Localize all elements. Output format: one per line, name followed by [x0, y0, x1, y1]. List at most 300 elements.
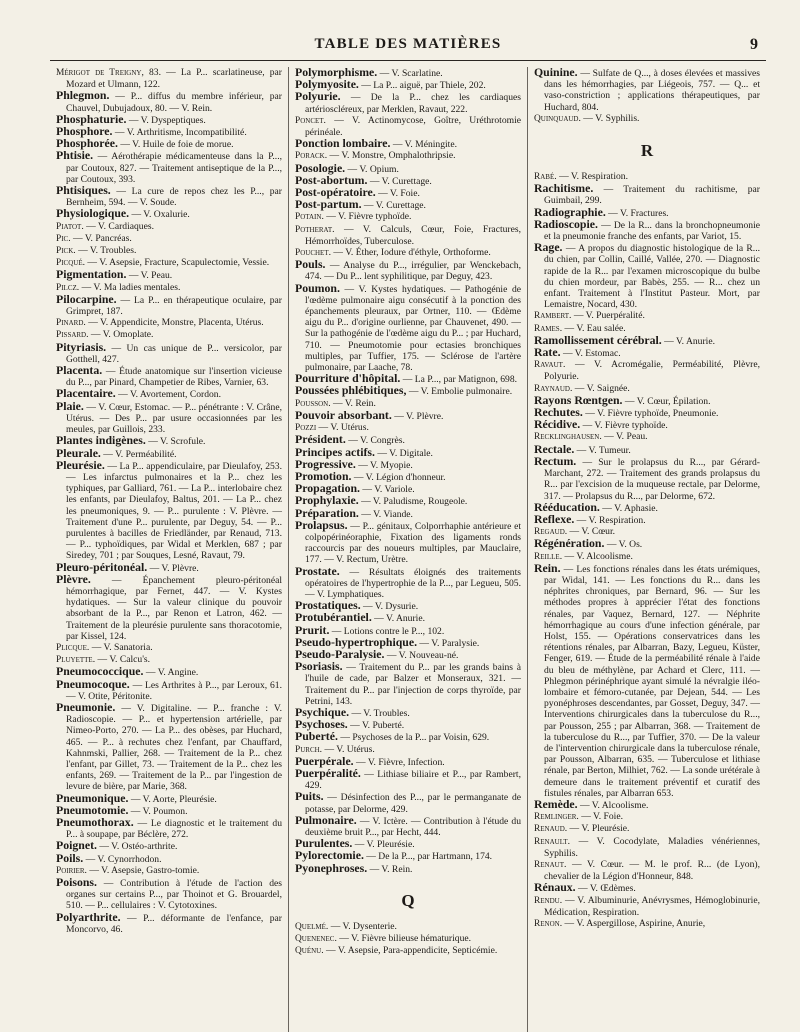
- index-entry: [295, 661, 521, 707]
- index-entry: [295, 563, 521, 601]
- entry-text: — V. Curettage.: [367, 175, 432, 187]
- entry-text: . — V. Calcu's.: [92, 654, 151, 666]
- entry-text: — V. Embolie pulmonaire.: [406, 386, 513, 398]
- running-title: TABLE DES MATIÈRES: [314, 36, 502, 52]
- index-entry: [534, 511, 760, 526]
- entry-text: — Épanchement pleuro-péritonéal hémorrhagique, par Fernet, 447. — V. Kystes hydatiques. — Sur la valeur clinique du pouvoir absorbant de la P..., par Renon et Latron, 462. — Traitement de la pleurésie purulente sans thoracotomie, par Kissel, 124.: [66, 574, 282, 642]
- entry-author: Renon: [534, 919, 560, 930]
- entry-text: — V. Huile de foie de morue.: [117, 139, 234, 151]
- entry-text: — V. Oxalurie.: [129, 209, 190, 221]
- index-entry: [534, 359, 760, 382]
- entry-text: — La cure de repos chez les P..., par Bernheim, 594. — V. Soude.: [66, 186, 282, 209]
- entry-author: Pinard: [56, 318, 84, 329]
- entry-text: . — V. Asepsie, Fracture, Scapulectomie, Vessie.: [82, 257, 270, 269]
- entry-heading: Pigmentation.: [56, 267, 127, 282]
- index-entry: [295, 791, 521, 814]
- entry-heading: Poils.: [56, 850, 84, 865]
- entry-text: — La P..., par Matignon, 698.: [400, 374, 518, 386]
- entry-text: — V. Légion d'honneur.: [351, 471, 446, 483]
- entry-text: — Traitement du P... par les grands bains à l'huile de cade, par Balzer et Monseraux, 321. — Traitement du P... par l'injection de corps thyroïde, par Petrini, 143.: [305, 662, 521, 707]
- entry-text: — Lithiase biliaire et P..., par Rambert, 429.: [305, 768, 521, 792]
- index-entry: [295, 199, 521, 211]
- entry-heading: Progressive.: [295, 456, 356, 471]
- entry-heading: Quinine.: [534, 67, 578, 79]
- entry-text: — Sulfate de Q..., à doses élevées et massives dans les hémorrhagies, par Liégeois, 757. — Q... et vaso-constriction ; applications thérapeutiques, par Huchard, 804.: [544, 68, 760, 113]
- entry-heading: Rachitisme.: [534, 181, 594, 196]
- entry-text: — V. Plèvre.: [147, 562, 199, 574]
- entry-text: — Sur le prolapsus du R..., par Gérard-Marchant, 272. — Traitement des grands prolapsus du R... par l'excision de la muqueuse rectale, par Delorme, 317. — Prolapsus du R..., par Delorme, 672.: [544, 456, 760, 502]
- entry-text: — V. Peau.: [126, 270, 173, 282]
- entry-heading: Rectale.: [534, 441, 575, 456]
- entry-heading: Puberté.: [295, 729, 338, 744]
- index-entry: [56, 208, 282, 220]
- entry-heading: Polyurie.: [295, 89, 341, 104]
- entry-text: — P... génitaux, Colporrhaphie antérieure et colpopérinéoraphie, Fixation des ligaments ronds raccourcis par des noueurs multiples, par Mauclaire, 177. — V. Rectum, Urètre.: [305, 520, 521, 566]
- entry-heading: Pseudo-hypertrophique.: [295, 634, 418, 649]
- index-entry: [56, 365, 282, 388]
- entry-text: . — V. Calculs, Cœur, Foie, Fractures, Hémorrhoïdes, Tuberculose.: [305, 223, 521, 247]
- index-entry: [56, 245, 282, 257]
- entry-text: — V. Variole.: [360, 484, 415, 496]
- entry-author: Pic: [56, 233, 69, 244]
- entry-author: Quénu: [295, 946, 322, 957]
- entry-heading: Prophylaxie.: [295, 493, 359, 508]
- index-entry: [56, 185, 282, 208]
- index-entry: [56, 877, 282, 912]
- index-entry: [295, 115, 521, 138]
- entry-text: . — V. Sanatoria.: [86, 641, 153, 653]
- entry-heading: Psychique.: [295, 704, 350, 719]
- entry-text: — V. Estomac.: [560, 348, 621, 360]
- entry-heading: Pneumonique.: [56, 790, 129, 805]
- entry-heading: Polymyosite.: [295, 77, 359, 92]
- entry-author: Poncet: [295, 115, 324, 126]
- entry-text: — De la P... chez les cardiaques artérioscléreux, par Merklen, Ravaut, 222.: [305, 92, 521, 115]
- entry-text: . — V. Appendicite, Monstre, Placenta, Utérus.: [83, 317, 264, 329]
- index-entry: [295, 933, 521, 945]
- entry-text: , 83. — La P... scarlatineuse, par Mozard et Ulmann, 122.: [66, 67, 283, 91]
- entry-author: Purch: [295, 744, 320, 755]
- entry-text: — Analyse du P..., irrégulier, par Wenckebach, 474. — Du P... lent syphilitique, par Deguy, 423.: [305, 260, 521, 283]
- index-entry: [295, 517, 521, 566]
- entry-author: Quenenec: [295, 934, 335, 945]
- entry-text: . — V. Ma ladies mentales.: [76, 281, 181, 293]
- entry-heading: Pneumocoque.: [56, 676, 130, 691]
- entry-heading: Phtisiques.: [56, 183, 111, 198]
- entry-text: — Les fonctions rénales dans les états urémiques, par Widal, 141. — Les fonctions du R... dans les néphrites chroniques, par Bernard, 96. — Sur les méthodes propres à apprécier l'état des fonctions rénales, par Vaquez, Bernard, 127. — Néphrite hémorrhagique au cours d'une infection générale, par Holst, 155. — Opérations conservatrices dans les rétentions rénales, par Albarran, Bazy, Legueu, Küster, Fenger, 619. — Étude de la perméabilité rénale à l'aide du bleu de méthylène, par Achard et Clerc, 111. — Phlegmon périnéphrique ayant simulé la névralgie iléo-lombaire et fémoro-cutanée, par Dejean, 544. — Les pyonéphroses descendantes, par Gosset, Deguy, 347. — Interventions chirurgicales dans la tuberculose du R..., par Pousson, 255 ; par Albarran, 368. — Traitement de la tuberculose du R..., par Tuffier, 370. — De la valeur de l'intervention chirurgicale dans la tuberculose rénale, par Pousson, Albarran, 635. — Tuberculose et lithiase rénale, par Berton, Milhiet, 762. — La sonde urétérale à demeure dans le traitement préventif et curatif des fistules rénales, par Albarran 653.: [544, 563, 760, 799]
- entry-text: — V. Troubles.: [349, 707, 410, 719]
- entry-text: — V. Cœur, Épilation.: [622, 395, 711, 407]
- entry-heading: Reflexe.: [534, 511, 575, 526]
- entry-heading: Phlegmon.: [56, 88, 110, 103]
- entry-author: Rendu: [534, 895, 560, 906]
- entry-heading: Plaie.: [56, 398, 84, 413]
- entry-text: — V. Alcoolisme.: [577, 799, 649, 811]
- entry-text: — V. Pleurésie.: [352, 839, 415, 851]
- index-entry: [534, 551, 760, 563]
- entry-author: Rabé: [534, 172, 555, 183]
- index-entry: [295, 224, 521, 247]
- index-entry: [295, 731, 521, 743]
- index-entry: [56, 269, 282, 281]
- index-entry: [295, 860, 521, 875]
- entry-text: — V. Myopie.: [355, 459, 413, 471]
- index-entry: [56, 642, 282, 654]
- index-column-3: [527, 67, 766, 1032]
- entry-author: Rames: [534, 323, 560, 334]
- entry-heading: Ponction lombaire.: [295, 136, 391, 151]
- index-entry: [534, 419, 760, 431]
- index-entry: [295, 385, 521, 397]
- entry-text: — V. Angine.: [143, 667, 199, 679]
- entry-heading: Rein.: [534, 560, 561, 575]
- index-entry: [56, 291, 282, 318]
- entry-text: — V. Opium.: [345, 163, 399, 175]
- entry-text: . — V. Rein.: [328, 397, 376, 409]
- entry-text: — V. Arthritisme, Incompatibilité.: [112, 127, 247, 139]
- index-entry: [56, 150, 282, 185]
- entry-text: — De la P..., par Hartmann, 174.: [363, 851, 493, 863]
- index-entry: [56, 388, 282, 400]
- entry-heading: Polymorphisme.: [295, 67, 378, 79]
- entry-text: — V. Ictère. — Contribution à l'étude du deuxième bruit P..., par Hecht, 444.: [305, 815, 521, 838]
- entry-heading: Poignet.: [56, 838, 97, 853]
- index-entry: [295, 280, 521, 374]
- entry-heading: Polyarthrite.: [56, 909, 121, 924]
- entry-text: — V. Anurie.: [371, 613, 425, 625]
- entry-text: — Contribution à l'étude de l'action des organes sur certains P..., par Thoinot et G. Brouardel, 510. — P... cellulaires : V. Cytotoxines.: [66, 878, 282, 912]
- index-entry: [56, 817, 282, 840]
- index-entry: [295, 921, 521, 933]
- entry-author: Reille: [534, 551, 560, 562]
- section-letter: Q: [401, 890, 415, 910]
- entry-text: — V. Kystes hydatiques. — Pathogénie de l'œdème pulmonaire aigu consécutif à la ponction des épanchements pleuraux, par Ortner, 110. — Œdème aigu du P... d'origine ourlienne, par Chauvenet, 490. — Sur la pathogénie de l'œdème aigu du P... ; par Huchard, 710. — Pneumotomie pour ectasies bronchiques multiples, par Tuffier, 175. — Sclérose de l'artère pulmonaire, par Laache, 78.: [305, 283, 521, 374]
- entry-author: Pissard: [56, 330, 87, 341]
- entry-author: Renaut: [534, 860, 564, 870]
- entry-text: — V. Scarlatine.: [377, 68, 443, 79]
- entry-text: — V. Nouveau-né.: [384, 649, 459, 661]
- index-entry: [534, 811, 760, 823]
- entry-author: Quinquaud: [534, 113, 579, 124]
- entry-text: . — V. Eau salée.: [559, 322, 626, 334]
- entry-heading: Pseudo-Paralysie.: [295, 646, 385, 661]
- index-column-1: [50, 67, 288, 1032]
- index-entry: [534, 823, 760, 835]
- index-entry: [56, 221, 282, 233]
- entry-text: — V. Dysurie.: [360, 601, 419, 613]
- entry-author: Rambert: [534, 311, 570, 322]
- entry-text: — V. Cynorrhodon.: [83, 853, 162, 865]
- entry-author: Recklinghausen: [534, 432, 600, 443]
- page-header: [50, 30, 766, 61]
- entry-text: — Résultats éloignés des traitements opératoires de l'hypertrophie de la P..., par Legueu, 505. — V. Lymphatiques.: [305, 566, 521, 600]
- entry-author: Pluyette: [56, 655, 93, 666]
- index-entry: [534, 242, 760, 310]
- index-entry: [56, 457, 282, 562]
- entry-heading: Rééducation.: [534, 499, 600, 514]
- entry-heading: Rage.: [534, 240, 563, 255]
- entry-heading: Plèvre.: [56, 571, 91, 586]
- entry-heading: Prostate.: [295, 563, 340, 578]
- entry-heading: Président.: [295, 432, 346, 447]
- entry-heading: Poisons.: [56, 875, 97, 890]
- index-entry: [56, 233, 282, 245]
- index-entry: [56, 339, 282, 365]
- entry-text: — V. Fièvre typhoïde.: [580, 420, 668, 432]
- entry-author: Renaud: [534, 824, 565, 835]
- entry-heading: Post-opératoire.: [295, 185, 376, 200]
- index-entry: [534, 310, 760, 322]
- entry-text: . — V. Asepsie, Gastro-tomie.: [84, 864, 200, 876]
- entry-heading: Placenta.: [56, 363, 103, 378]
- entry-text: — Un cas unique de P... versicolor, par Gotthell, 427.: [66, 342, 282, 365]
- entry-text: — V. Scrofule.: [145, 436, 206, 448]
- entry-text: — Traitement du rachitisme, par Guimbail, 299.: [544, 184, 760, 207]
- entry-heading: Psychoses.: [295, 717, 348, 732]
- entry-author: Pilcz: [56, 282, 77, 293]
- entry-heading: Pleurésie.: [56, 457, 105, 472]
- entry-text: . — V. Alcoolisme.: [559, 550, 633, 562]
- index-entry: [56, 676, 282, 702]
- index-entry: [534, 882, 760, 894]
- entry-heading: Phosphaturie.: [56, 111, 127, 126]
- entry-text: . — V. Foie.: [576, 811, 623, 823]
- entry-text: — V. Paludisme, Rougeole.: [358, 496, 468, 508]
- entry-text: . — V. Fièvre typhoïde.: [321, 211, 412, 223]
- index-entry: [56, 571, 282, 642]
- entry-text: — V. Poumon.: [128, 805, 188, 817]
- entry-text: — V. Avortement, Cordon.: [115, 389, 221, 401]
- entry-heading: Rate.: [534, 345, 561, 360]
- index-entry: [56, 850, 282, 865]
- index-entry: [534, 796, 760, 811]
- entry-text: . — V. Cœur. — M. le prof. R... (de Lyon), chevalier de la Légion d'Honneur, 848.: [544, 859, 760, 883]
- index-entry: [534, 347, 760, 359]
- entry-heading: Placentaire.: [56, 386, 116, 401]
- entry-text: . — V. Monstre, Omphalothripsie.: [324, 150, 456, 162]
- entry-heading: Plantes indigènes.: [56, 433, 146, 448]
- entry-text: — V. Utérus.: [316, 422, 369, 434]
- entry-text: — V. Digitale.: [374, 447, 433, 459]
- entry-heading: Post-abortum.: [295, 172, 368, 187]
- entry-author: Potherat: [295, 224, 333, 235]
- entry-text: — V. Cœur, Estomac. — P... pénétrante : V. Crâne, Utérus. — Des P... par usure occasionnées par les meules, par Guillois, 233.: [66, 401, 282, 436]
- entry-heading: Remède.: [534, 796, 578, 811]
- entry-text: . — V. Albuminurie, Anévrysmes, Hémoglobinurie, Médication, Respiration.: [544, 894, 760, 918]
- entry-text: — V. Foie.: [375, 188, 420, 200]
- index-entry: [534, 183, 760, 206]
- entry-text: . — V. Asepsie, Para-appendicite, Septicémie.: [321, 945, 498, 957]
- entry-text: . — V. Pleurésie.: [564, 823, 630, 835]
- entry-text: — La P... en thérapeutique oculaire, par Grimpret, 187.: [66, 294, 282, 318]
- entry-heading: Principes actifs.: [295, 444, 375, 459]
- entry-heading: Puerpéralité.: [295, 765, 361, 780]
- entry-author: Mérigot de Treigny: [56, 68, 142, 78]
- entry-heading: Pouvoir absorbant.: [295, 407, 392, 422]
- entry-text: — Le diagnostic et le traitement du P... à soupape, par Béclère, 272.: [66, 818, 282, 841]
- entry-heading: Rechutes.: [534, 405, 583, 420]
- index-entry: [295, 765, 521, 792]
- entry-text: — V. Tumeur.: [574, 444, 631, 456]
- entry-text: . — V. Omoplate.: [86, 329, 154, 341]
- entry-text: . — V. Cœur.: [564, 526, 616, 538]
- index-entry: [295, 259, 521, 282]
- entry-text: . — V. Actinomycose, Goître, Uréthrotomie périnéale.: [305, 114, 521, 139]
- entry-heading: Pneumothorax.: [56, 815, 134, 829]
- entry-text: — V. Perméabilité.: [100, 448, 177, 460]
- entry-heading: Propagation.: [295, 481, 360, 496]
- index-entry: [56, 398, 282, 436]
- entry-author: Picqué: [56, 258, 83, 269]
- entry-text: . — V. Fièvre bilieuse hématurique.: [334, 933, 472, 945]
- entry-text: — La P... aiguë, par Thiele, 202.: [358, 80, 486, 92]
- entry-author: Pick: [56, 246, 74, 257]
- entry-text: — Lotions contre le P..., 102.: [329, 625, 445, 637]
- entry-text: — V. Congrès.: [345, 435, 405, 447]
- entry-text: . — V. Syphilis.: [578, 112, 640, 124]
- entry-heading: Protubérantiel.: [295, 610, 372, 625]
- index-entry: [56, 909, 282, 935]
- index-entry: [295, 812, 521, 838]
- entry-heading: Prostatiques.: [295, 598, 361, 613]
- section-letter: R: [640, 141, 654, 161]
- entry-text: . — V. Éther, Iodure d'éthyle, Orthoforme.: [328, 247, 491, 259]
- index-entry: [295, 407, 521, 422]
- entry-text: — P... diffus du membre inférieur, par Chauvel, Dubujadoux, 80. — V. Rein.: [66, 91, 282, 114]
- entry-text: — V. Fièvre typhoïde, Pneumonie.: [582, 408, 719, 420]
- entry-text: — V. Curettage.: [361, 200, 426, 212]
- index-entry: [295, 138, 521, 150]
- entry-heading: Pylorectomie.: [295, 848, 364, 863]
- entry-heading: Pilocarpine.: [56, 291, 117, 306]
- entry-heading: Prurit.: [295, 622, 330, 637]
- entry-text: . — V. Cardiaques.: [81, 220, 154, 232]
- entry-text: . — V. Respiration.: [554, 171, 628, 183]
- entry-text: . — V. Acromégalie, Perméabilité, Plèvre, Polyurie.: [544, 359, 760, 383]
- index-entry: [56, 840, 282, 852]
- entry-text: — V. Fièvre, Infection.: [353, 756, 445, 768]
- entry-author: Ravaut: [534, 360, 563, 371]
- entry-heading: Pneumotomie.: [56, 802, 129, 817]
- entry-heading: Post-partum.: [295, 197, 362, 212]
- entry-text: — V. Fractures.: [605, 207, 669, 219]
- entry-author: Pousson: [295, 398, 329, 409]
- entry-heading: Pourriture d'hôpital.: [295, 371, 401, 386]
- entry-heading: Phosphore.: [56, 124, 113, 139]
- index-entry: [534, 216, 760, 243]
- entry-author: Porack: [295, 151, 325, 162]
- entry-heading: Rénaux.: [534, 880, 576, 895]
- entry-heading: Purulentes.: [295, 836, 353, 851]
- entry-text: — V. Respiration.: [574, 514, 646, 526]
- entry-heading: Poussées phlébitiques,: [295, 383, 407, 398]
- index-entry: [534, 836, 760, 859]
- index-entry: [295, 945, 521, 957]
- entry-heading: Puits.: [295, 789, 324, 804]
- entry-text: — P... déformante de l'enfance, par Moncorvo, 46.: [66, 912, 282, 935]
- entry-author: Poirier: [56, 865, 85, 876]
- index-entry: [534, 113, 760, 125]
- entry-author: Pozzi: [295, 423, 317, 434]
- entry-heading: Phosphorée.: [56, 136, 118, 151]
- index-columns: [50, 67, 766, 1032]
- entry-text: — De la R... dans la bronchopneumonie et la pneumonie franche des enfants, par Variot, 15.: [544, 219, 760, 243]
- entry-author: Quelmé: [295, 921, 326, 932]
- index-entry: [534, 538, 760, 550]
- entry-author: Remlinger: [534, 812, 577, 823]
- entry-text: . — V. Utérus.: [319, 743, 375, 755]
- entry-heading: Physiologique.: [56, 206, 130, 221]
- entry-text: — V. Œdèmes.: [575, 883, 636, 895]
- entry-text: — V. Dyspeptiques.: [126, 114, 206, 126]
- index-column-2: [288, 67, 527, 1032]
- entry-text: — V. Digitaline. — P... franche : V. Radioscopie. — P... et hypertension artérielle, par Nimeo-Porto, 270. — La P... des obèses, par Huchard, 465. — P... à rechutes chez l'enfant, par Chauffard, Kahnmski, Pallier, 268. — Traitement de la P... chez l'enfant, par Gillet, 73. — Traitement de la P... chez les enfants, 269. — Traitement de la P... par l'ingestion de levure de bière, par Marie, 368.: [66, 702, 282, 793]
- entry-heading: Pneumonie.: [56, 699, 116, 714]
- entry-text: — V. Méningite.: [390, 139, 458, 151]
- entry-text: . — V. Puerpéralité.: [569, 310, 645, 322]
- entry-text: — V. Anurie.: [661, 335, 715, 347]
- entry-heading: Pyonephroses.: [295, 860, 368, 875]
- entry-heading: Pleuro-péritonéal.: [56, 559, 148, 574]
- entry-author: Renault: [534, 836, 568, 847]
- entry-text: — Psychoses de la P... par Voisin, 629.: [337, 732, 490, 744]
- entry-text: . — V. Dysenterie.: [325, 920, 397, 932]
- entry-text: — V. Plèvre.: [391, 410, 444, 422]
- entry-text: — A propos du diagnostic histologique de la R... du chien, par Collin, Caillé, Vallée, 270. — Diagnostic rapide de la R... par l'examen microscopique du bulbe du chien mordeur, par Babès, 255. — R... chez un enfant. Traitement à l'Institut Pasteur. Mort, par Lemaistre, Nocard, 430.: [544, 243, 760, 311]
- entry-author: Regaud: [534, 527, 565, 538]
- entry-heading: Pneumococcique.: [56, 664, 144, 679]
- entry-text: — V. Os.: [604, 539, 643, 551]
- entry-heading: Pulmonaire.: [295, 812, 357, 827]
- index-entry: [56, 67, 282, 90]
- index-entry: [534, 67, 760, 113]
- index-entry: [295, 247, 521, 259]
- entry-text: — La P... appendiculaire, par Dieulafoy, 253. — Les infarctus pulmonaires et la P... chez les typhiques, par Galliard, 761. — La P... interlobaire chez les enfants, par Dieulafoy, Baltus, 201. — La P... chez les pneumoniques, 9. — P... purulente : V. Plèvre. — Traitement d'une P... purulente, par Deguy, 54. — P... purulentes à bacilles de Friedländer, par Renaud, 713. — P... typhoïdiques, par Widal et Merklen, 687 ; par Siredey, 701 ; par Souques, Lesné, Ravaut, 79.: [66, 460, 282, 562]
- entry-heading: Psoriasis.: [295, 659, 343, 674]
- entry-heading: Radioscopie.: [534, 216, 598, 231]
- entry-heading: Radiographie.: [534, 204, 606, 219]
- index-entry: [295, 91, 521, 114]
- entry-heading: Prolapsus.: [295, 517, 348, 532]
- entry-text: — V. Rein.: [367, 863, 413, 875]
- entry-heading: Préparation.: [295, 505, 359, 520]
- index-entry: [534, 918, 760, 930]
- entry-heading: Poumon.: [295, 280, 340, 295]
- entry-text: — V. Paralysie.: [417, 637, 480, 649]
- index-entry: [534, 453, 760, 502]
- entry-heading: Pityriasis.: [56, 339, 107, 354]
- entry-text: . — V. Aspergillose, Aspirine, Anurie,: [559, 918, 706, 930]
- entry-heading: Rectum.: [534, 453, 577, 468]
- entry-text: — V. Aorte, Pleurésie.: [128, 793, 217, 805]
- entry-text: — V. Puberté.: [347, 720, 405, 732]
- index-entry: [56, 317, 282, 329]
- entry-text: — V. Ostéo-arthrite.: [96, 841, 178, 853]
- entry-text: — V. Viande.: [358, 508, 413, 520]
- entry-heading: Rayons Rœntgen.: [534, 392, 623, 407]
- entry-text: — Aérothérapie médicamenteuse dans la P..., par Coutoux, 827. — Traitement antiseptique de la P..., par Coutoux, 393.: [66, 151, 282, 185]
- index-entry: [534, 560, 760, 799]
- entry-text: . — V. Pancréas.: [68, 232, 132, 244]
- index-entry: [56, 90, 282, 113]
- entry-text: . — V. Saignée.: [569, 382, 630, 394]
- entry-text: . — V. Cocodylate, Maladies vénériennes, Syphilis.: [544, 835, 760, 859]
- entry-author: Plicque: [56, 642, 87, 653]
- entry-heading: Pleurale.: [56, 445, 101, 460]
- index-entry: [534, 332, 760, 347]
- entry-text: . — V. Troubles.: [73, 245, 137, 257]
- index-entry: [534, 895, 760, 918]
